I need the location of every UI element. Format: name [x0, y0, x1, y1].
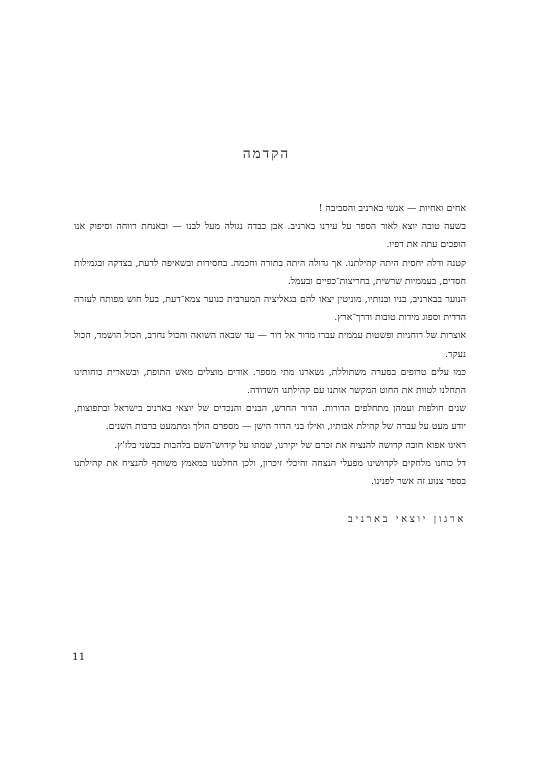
- paragraph-2: קטנה ודלה יחסית היתה קהילתנו. אך גדולה היתה בתורה וחכמה. בחסידות ובשאיפה לדעת, בצדקה ובגמילות חסדים, בעממיות שרשית, בחריצות־כפיים ובעמל.: [74, 257, 466, 287]
- paragraph-8: דל כוחנו מלחקים לקדושינו מפעלי הנצחה והיכלי זיכרון, ולכן החלטנו במאמץ משותף להנציח את קהילתנו בספר צנוע זה אשר לפנינו.: [74, 457, 466, 488]
- paragraph-3: הנוער בבארניב, בניו ובנותיו, מוניטין יצאו להם בגאליציה המערבית כנוער צמא־דעת, בעל חוש מפותח לעזרה הדדית וספוג מידות טובות ודרך־ארץ.: [74, 294, 466, 324]
- paragraph-6: שנים חולפות ועמהן מתחלפים הדורות. הדור החדש, הבנים והנכדים של יוצאי בארניב בישראל ובתפוצות, יודע מעט על עברה של קהילת אבותיו, ואילו בני הדור הישן — מספרם הולך ומתמעט ברבות השנים.: [74, 403, 466, 433]
- paragraph-5: כמו עלים טרופים בסערה משתוללת, נשארנו מתי מספר. אודים מוצלים מאש התופת, ובשארית כוחותינו התחלנו לטוות את החוט המקשר אותנו עם קהילתנו השדודה.: [74, 366, 466, 397]
- page-number: 11: [72, 651, 86, 663]
- paragraph-greeting: אחים ואחיות — אנשי בארניב והסביבה !: [318, 203, 466, 214]
- signature: ארגון יוצאי בארניב: [348, 514, 466, 525]
- page-title: הקדמה: [242, 146, 291, 162]
- paragraph-7: ראינו אפוא חובה קדושה להנציח את זכרם של יקירנו, שמתו על קידוש־השם בלהבות כבשני בלז'ץ.: [114, 439, 466, 451]
- body-text: [74, 200, 466, 491]
- paragraph-4: אוצרות של רוחניות ופשטות עממית עברו מדור אל דור — עד שבאה השואה והכול נחרב, הכול הושמד, הכול נעקר.: [74, 330, 466, 360]
- paragraph-1: בשעה טובה יוצא לאור הספר על עירנו בארניב. אבן כבדה נגולה מעל לבנו — ובאנחת רווחה וסיפוק אנו הופכים עתה את דפיו.: [74, 221, 466, 251]
